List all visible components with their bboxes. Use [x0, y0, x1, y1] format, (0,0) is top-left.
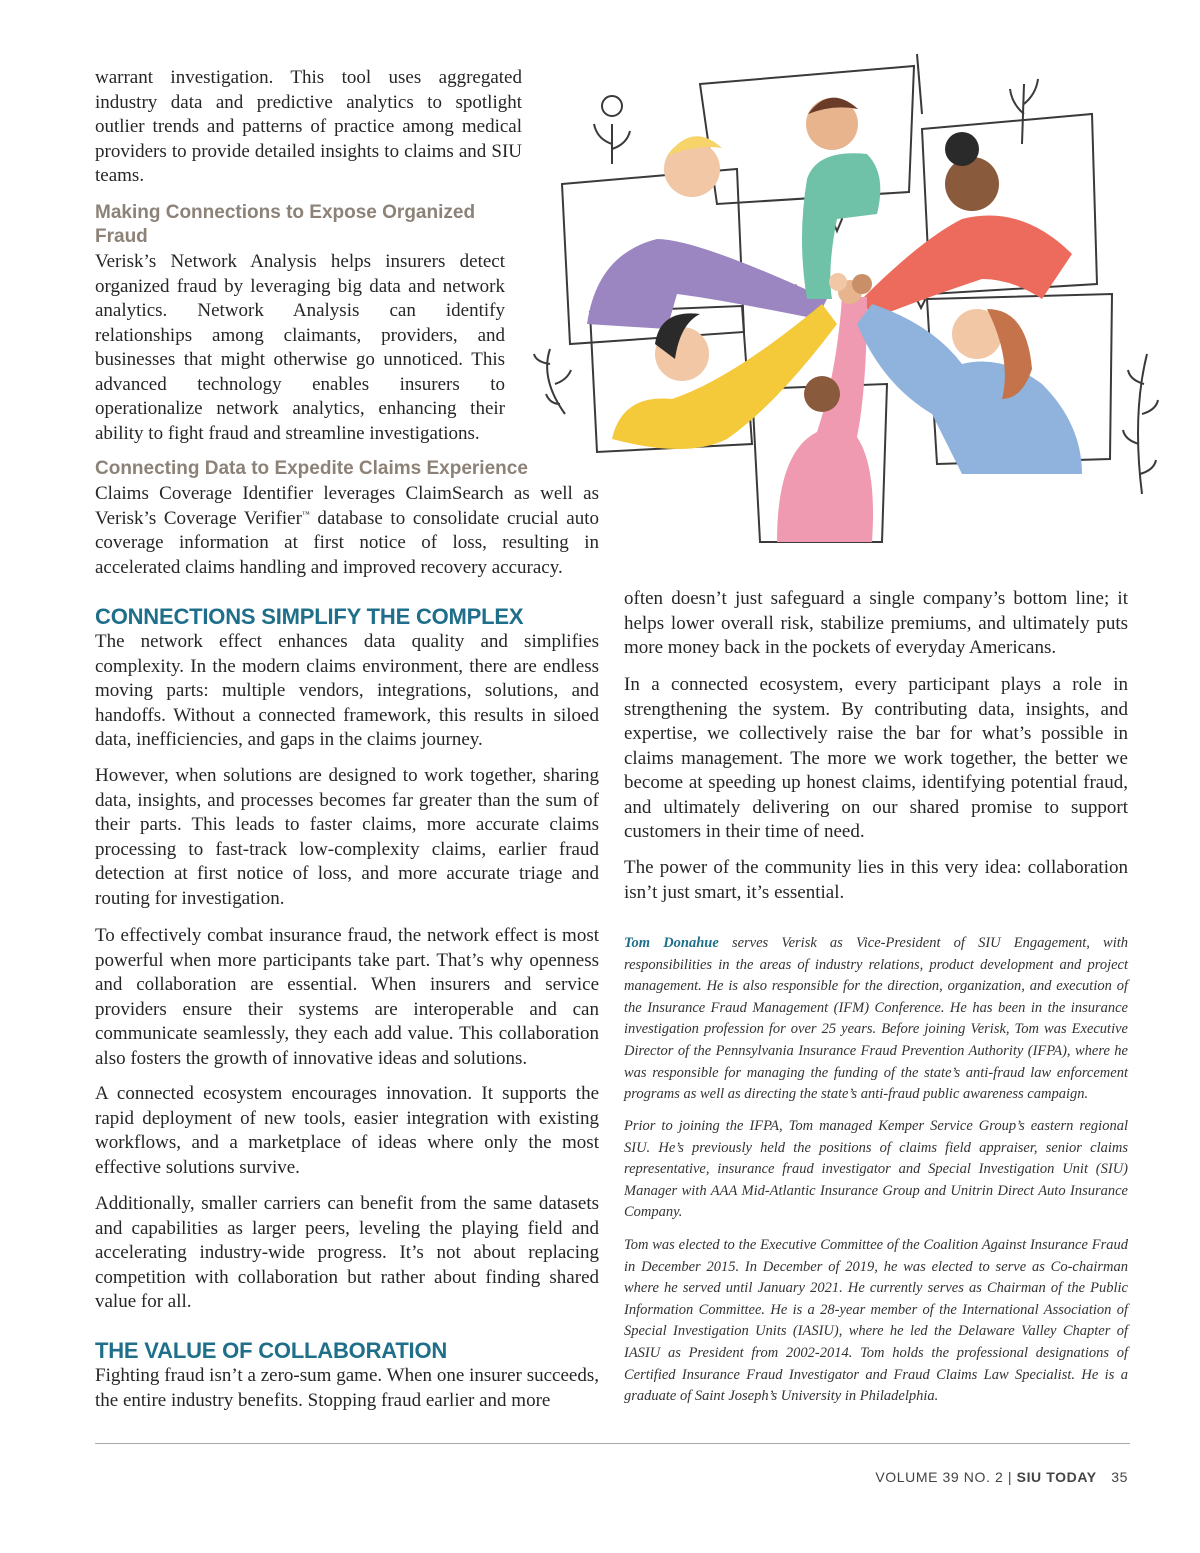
magazine-name: SIU TODAY: [1016, 1469, 1097, 1485]
person-green: [802, 98, 880, 299]
connections-paragraph-5: Additionally, smaller carriers can benefit from the same datasets and capabilities as larger peers, leveling the playing field and accelerating industry-wide progress. It’s not about replacing competition with collaboration but rather about finding shared value for all.: [95, 1193, 599, 1312]
connections-paragraph-3: To effectively combat insurance fraud, the network effect is most powerful when more participants take part. That’s why openness and collaboration are essential. When insurers and service providers ensure their systems are interoperable and can communicate seamlessly, they each add value. This collaboration also fosters the growth of innovative ideas and solutions.: [95, 925, 599, 1069]
section-heading-collaboration: THE VALUE OF COLLABORATION: [95, 1338, 448, 1363]
author-bio-paragraph-2: Prior to joining the IFPA, Tom managed Kemper Service Group’s eastern regional SIU. He’s previously held the positions of claims field appraiser, senior claims representative, insurance fraud investigator and Special Investigation Unit (SIU) Manager with AAA Mid-Atlantic Insurance Group and Unitrin Direct Auto Insurance Company.: [624, 1118, 1128, 1221]
coverage-identifier-paragraph: [95, 482, 599, 580]
frame-line: [917, 54, 922, 114]
sun-flower: [602, 96, 622, 116]
coverage-text-b: database to consolidate crucial auto coverage information at first notice of loss, resulting in accelerated claims handling and improved recovery accuracy.: [95, 507, 599, 578]
footer-rule: [95, 1443, 1130, 1444]
person-light-blue: [857, 304, 1082, 474]
plant-left: [594, 124, 630, 164]
collaboration-paragraph-1: Fighting fraud isn’t a zero-sum game. When one insurer succeeds, the entire industry benefits. Stopping fraud earlier and more: [95, 1365, 599, 1411]
intro-paragraph: warrant investigation. This tool uses aggregated industry data and predictive analytics to spotlight outlier trends and patterns of practice among medical providers to provide detailed insights to claims and SIU teams.: [95, 67, 522, 186]
subhead-connecting-data: Connecting Data to Expedite Claims Experience: [95, 458, 528, 479]
network-analysis-paragraph: Verisk’s Network Analysis helps insurers detect organized fraud by leveraging big data and network analytics. Network Analysis can identify relationships among claimants, providers, and businesses that might otherwise go unnoticed. This advanced technology enables insurers to operationalize network analytics, enhancing their ability to fight fraud and streamline investigations.: [95, 251, 505, 444]
volume-label: VOLUME 39 NO. 2: [875, 1469, 1004, 1485]
plant-top-right: [1010, 79, 1038, 144]
section-heading-connections: CONNECTIONS SIMPLIFY THE COMPLEX: [95, 604, 524, 629]
right-paragraph-2: In a connected ecosystem, every participant plays a role in strengthening the system. By contributing data, insights, and expertise, we collectively raise the bar for what’s possible in claims management. The more we work together, the better we become at speeding up honest claims, identifying potential fraud, and ultimately delivering on our shared promise to support customers in their time of need.: [624, 674, 1128, 842]
connections-paragraph-2: However, when solutions are designed to work together, sharing data, insights, and processes becomes far greater than the sum of their parts. This leads to faster claims, more accurate claims processing to fast-track low-complexity claims, earlier fraud detection at first notice of loss, and more accurate triage and routing for investigation.: [95, 765, 599, 909]
author-name: Tom Donahue: [624, 935, 719, 951]
footer: [875, 1469, 1128, 1485]
trademark-symbol: ™: [301, 509, 310, 519]
author-bio-paragraph-3: Tom was elected to the Executive Committee of the Coalition Against Insurance Fraud in December 2015. In December of 2019, he was elected to serve as Co-chairman where he served until January 2021. He currently serves as Chairman of the Public Information Committee. He is a 28-year member of the International Association of Special Investigation Units (IASIU), where he led the Delaware Valley Chapter of IASIU as President from 2002-2014. Tom holds the professional designations of Certified Insurance Fraud Investigator and Fraud Claims Law Specialist. He is a graduate of Saint Joseph’s University in Philadelphia.: [624, 1237, 1128, 1405]
right-paragraph-1: often doesn’t just safeguard a single company’s bottom line; it helps lower overall risk, stabilize premiums, and ultimately puts more money back in the pockets of everyday Americans.: [624, 588, 1128, 658]
footer-separator: |: [1007, 1469, 1013, 1485]
connections-paragraph-4: A connected ecosystem encourages innovation. It supports the rapid deployment of new tools, easier integration with existing workflows, and a marketplace of ideas where only the most effective solutions survive.: [95, 1083, 599, 1178]
page-number: 35: [1111, 1469, 1128, 1485]
author-bio-text-1: serves Verisk as Vice-President of SIU Engagement, with responsibilities in the areas of industry relations, product development and project management. He is also responsible for the direction, organization, and execution of the Insurance Fraud Management (IFM) Conference. He has been in the insurance investigation profession for over 25 years. Before joining Verisk, Tom was Executive Director of the Pennsylvania Insurance Fraud Prevention Authority (IFPA), where he was responsible for managing the funding of the state’s anti-fraud law enforcement programs as well as directing the state’s anti-fraud public awareness campaign.: [624, 935, 1128, 1103]
author-bio-paragraph-1: [624, 933, 1128, 1106]
subhead-making-connections: Making Connections to Expose Organized Fraud: [95, 202, 476, 247]
coverage-text-a: Claims Coverage Identifier leverages ClaimSearch as well as Verisk’s Coverage Verifier: [95, 483, 599, 529]
connections-paragraph-1: The network effect enhances data quality and simplifies complexity. In the modern claims environment, there are endless moving parts: multiple vendors, integrations, solutions, and handoffs. Without a connected framework, this results in siloed data, inefficiencies, and gaps in the claims journey.: [95, 631, 599, 750]
collaboration-illustration: [532, 44, 1168, 544]
plant-left-side: [534, 349, 571, 414]
right-paragraph-3: The power of the community lies in this very idea: collaboration isn’t just smart, it’s essential.: [624, 857, 1128, 903]
plant-right-side: [1123, 354, 1158, 494]
person-purple: [587, 136, 827, 329]
